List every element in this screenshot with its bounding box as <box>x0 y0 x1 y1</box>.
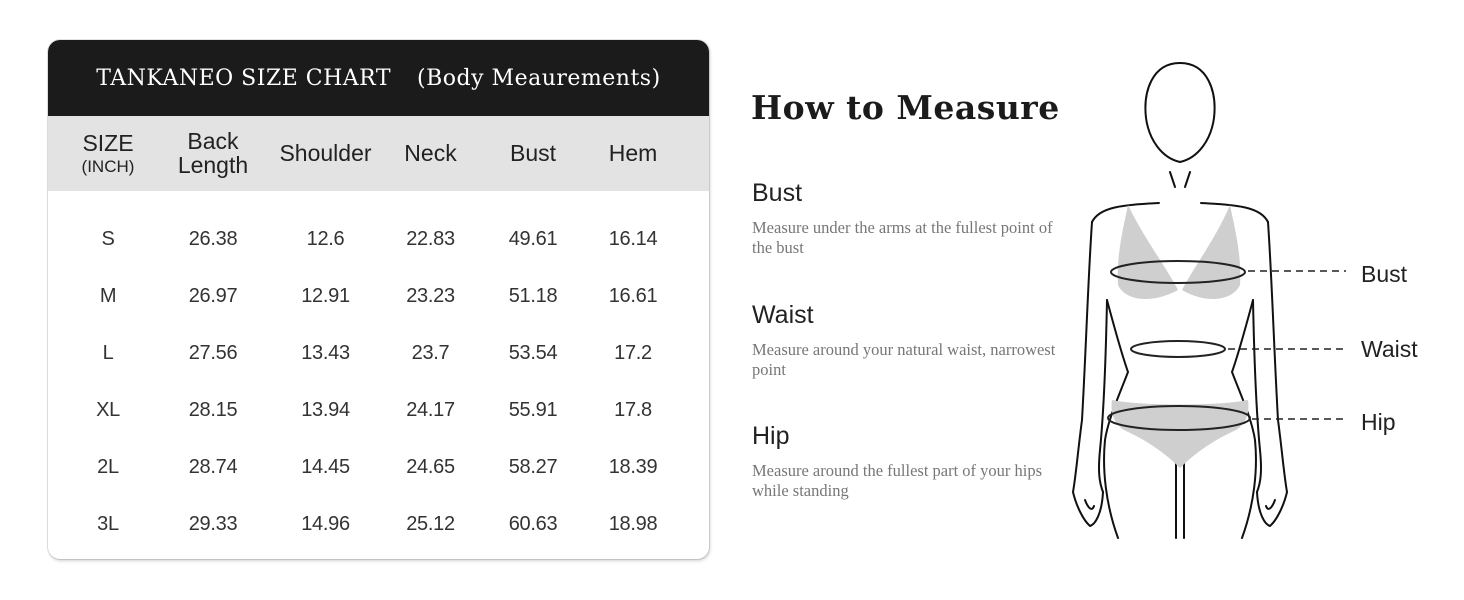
cell-neck: 22.83 <box>406 227 455 250</box>
cell-bust: 55.91 <box>508 398 558 421</box>
cell-neck: 24.17 <box>406 398 455 421</box>
cell-back-length: 27.56 <box>188 341 238 364</box>
cell-shoulder: 14.96 <box>301 512 350 535</box>
size-chart-title-suffix: (Body Meaurements) <box>417 65 661 91</box>
cell-bust: 49.61 <box>508 227 558 250</box>
cell-size: 3L <box>97 512 119 535</box>
size-chart-title: TANKANEO SIZE CHART <box>96 65 392 91</box>
cell-hem: 16.14 <box>608 227 658 250</box>
left-hand <box>1073 492 1103 526</box>
cell-bust: 51.18 <box>508 284 558 307</box>
cell-hem: 17.2 <box>614 341 652 364</box>
header-bust-label: Bust <box>509 140 557 166</box>
left-arm-inner <box>1099 300 1107 492</box>
cell-neck: 24.65 <box>406 455 455 478</box>
figure-label-bust: Bust <box>1361 261 1408 287</box>
cell-back-length: 29.33 <box>188 512 238 535</box>
table-row <box>48 267 709 324</box>
cell-size: 2L <box>97 455 119 478</box>
right-hand <box>1257 492 1287 526</box>
measure-item-waist <box>752 303 1072 380</box>
cell-back-length: 26.97 <box>188 284 238 307</box>
header-size <box>48 132 168 175</box>
table-row <box>48 381 709 438</box>
header-shoulder-label: Shoulder <box>279 140 372 166</box>
body-measurement-figure <box>1060 55 1440 555</box>
figure-label-waist: Waist <box>1361 336 1418 362</box>
figure-label-hip: Hip <box>1361 409 1396 435</box>
cell-size: L <box>102 341 114 364</box>
header-bust <box>468 142 598 165</box>
table-row <box>48 438 709 495</box>
measure-item-title: Bust <box>752 179 803 207</box>
cell-bust: 60.63 <box>508 512 558 535</box>
header-neck <box>393 142 468 165</box>
measure-item-description: Measure around the fullest part of your hips while standing <box>752 461 1043 500</box>
table-row <box>48 324 709 381</box>
header-back-length-line1: Back <box>187 128 239 154</box>
cell-neck: 23.7 <box>411 341 450 364</box>
table-row <box>48 210 709 267</box>
header-back-length-line2: Length <box>177 152 249 178</box>
cell-shoulder: 12.91 <box>301 284 350 307</box>
cell-back-length: 28.74 <box>188 455 238 478</box>
cell-neck: 25.12 <box>406 512 455 535</box>
header-shoulder <box>258 142 393 165</box>
header-hem <box>598 142 668 165</box>
header-hem-label: Hem <box>608 140 658 166</box>
cell-back-length: 28.15 <box>188 398 238 421</box>
measure-item-hip <box>752 424 1072 501</box>
waist-measure-loop <box>1131 341 1225 357</box>
cell-neck: 23.23 <box>406 284 455 307</box>
cell-hem: 16.61 <box>608 284 658 307</box>
header-neck-label: Neck <box>404 140 457 166</box>
cell-hem: 18.98 <box>608 512 658 535</box>
cell-shoulder: 13.94 <box>301 398 350 421</box>
header-back-length <box>168 130 258 177</box>
header-size-label: SIZE <box>82 130 134 156</box>
cell-shoulder: 14.45 <box>301 455 350 478</box>
shoulder-right <box>1201 203 1268 222</box>
cell-hem: 17.8 <box>614 398 652 421</box>
cell-size: S <box>101 227 115 250</box>
how-to-measure-title: How to Measure <box>751 88 1060 127</box>
size-chart-title-bar <box>48 40 709 116</box>
size-chart-body <box>48 191 709 552</box>
cell-shoulder: 12.6 <box>306 227 345 250</box>
bikini-top-right <box>1182 205 1240 299</box>
bikini-top-left <box>1118 205 1178 299</box>
neck-right-line <box>1185 172 1190 187</box>
measure-item-title: Hip <box>752 422 790 450</box>
cell-size: M <box>99 284 117 307</box>
left-arm-outer <box>1073 222 1092 492</box>
cell-bust: 53.54 <box>508 341 558 364</box>
measure-item-description: Measure around your natural waist, narrowest point <box>752 340 1056 379</box>
measure-item-description: Measure under the arms at the fullest point of the bust <box>752 218 1053 257</box>
table-row <box>48 495 709 552</box>
right-arm-inner <box>1253 300 1261 492</box>
cell-shoulder: 13.43 <box>301 341 350 364</box>
measure-item-bust <box>752 181 1072 258</box>
size-chart-card <box>48 40 709 559</box>
cell-back-length: 26.38 <box>188 227 238 250</box>
cell-hem: 18.39 <box>608 455 658 478</box>
head-outline <box>1145 63 1214 162</box>
neck-left-line <box>1170 172 1175 187</box>
cell-size: XL <box>96 398 120 421</box>
size-chart-header-row <box>48 116 709 191</box>
header-size-unit: (INCH) <box>81 157 135 176</box>
right-arm-outer <box>1268 222 1287 492</box>
measure-item-title: Waist <box>752 301 814 329</box>
cell-bust: 58.27 <box>508 455 558 478</box>
